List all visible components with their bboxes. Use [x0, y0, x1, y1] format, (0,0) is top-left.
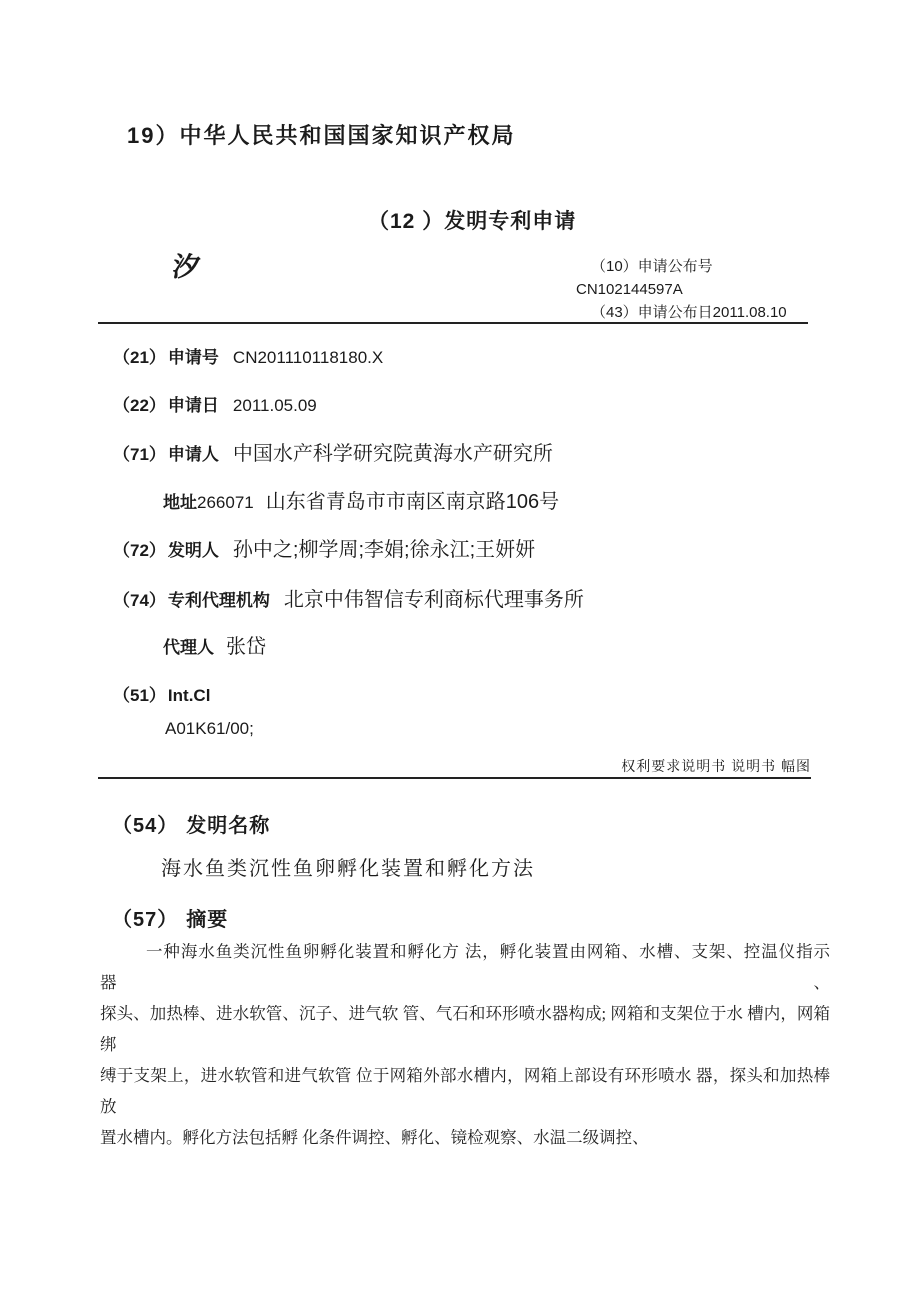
field-label: 地址	[163, 493, 197, 512]
field-value: CN201110118180.X	[232, 348, 384, 367]
publication-date: （43）申请公布日2011.08.10	[591, 304, 787, 321]
field-inventors	[113, 533, 535, 562]
stamp-mark: 汐	[170, 252, 202, 282]
field-value: 张岱	[226, 636, 266, 658]
field-label: 申请日	[167, 396, 219, 415]
abstract-line: 缚于支架上，进水软管和进气软管 位于网箱外部水槽内，网箱上部设有环形喷水 器，探头和加热棒放	[100, 1066, 830, 1116]
field-patent-agency	[113, 583, 584, 612]
invention-title: 海水鱼类沉性鱼卵孵化装置和孵化方法	[161, 858, 535, 880]
divider-rule-top	[98, 322, 808, 324]
field-application-number	[113, 343, 383, 368]
field-label: Int.Cl	[167, 686, 211, 705]
field-int-cl	[113, 681, 210, 706]
abstract-line: 置水槽内。孵化方法包括孵 化条件调控、孵化、镜检观察、水温二级调控、	[100, 1128, 649, 1147]
abstract-text	[100, 936, 830, 1153]
field-code: （71）	[113, 445, 166, 464]
field-label: 发明人	[167, 541, 219, 560]
field-value: 北京中伟智信专利商标代理事务所	[283, 589, 584, 611]
field-code: （54）	[112, 815, 179, 837]
field-value: 2011.05.09	[232, 396, 317, 415]
field-label: 专利代理机构	[167, 591, 270, 610]
field-code: （51）	[113, 686, 166, 705]
ipc-classification: A01K61/00;	[165, 719, 254, 738]
field-label: 申请号	[167, 348, 219, 367]
abstract-line: 探头、加热棒、进水软管、沉子、进气软 管、气石和环形喷水器构成; 网箱和支架位于水 槽内，网箱绑	[100, 1004, 830, 1054]
field-code: （22）	[113, 396, 166, 415]
field-agent	[163, 630, 266, 659]
field-address	[163, 485, 559, 514]
publication-number-value: CN102144597A	[576, 281, 683, 298]
field-code: （74）	[113, 591, 166, 610]
field-label: 申请人	[167, 445, 219, 464]
field-applicant	[113, 437, 553, 466]
publication-block	[576, 255, 787, 324]
patent-office-heading: 19）中华人民共和国国家知识产权局	[127, 123, 516, 148]
field-label: 摘要	[186, 909, 229, 931]
invention-title-heading	[112, 809, 270, 838]
documents-note: 权利要求说明书 说明书 幅图	[621, 758, 811, 774]
abstract-line: 一种海水鱼类沉性鱼卵孵化装置和孵化方 法，孵化装置由网箱、水槽、支架、控温仪指示 器、	[100, 942, 830, 992]
postal-code: 266071	[197, 493, 254, 512]
field-value: 孙中之;柳学周;李娟;徐永江;王妍妍	[232, 539, 536, 561]
field-application-date	[113, 391, 317, 416]
field-value: 中国水产科学研究院黄海水产研究所	[232, 443, 553, 465]
field-label: 代理人	[163, 638, 214, 657]
abstract-heading	[112, 903, 228, 932]
publication-number-label: （10）申请公布号	[591, 258, 713, 275]
field-value: 山东省青岛市市南区南京路106号	[265, 491, 560, 513]
divider-rule-bottom	[98, 777, 811, 779]
document-type-heading: （12 ）发明专利申请	[368, 210, 577, 233]
field-label: 发明名称	[186, 815, 271, 837]
field-code: （72）	[113, 541, 166, 560]
field-code: （57）	[112, 909, 179, 931]
field-code: （21）	[113, 348, 166, 367]
